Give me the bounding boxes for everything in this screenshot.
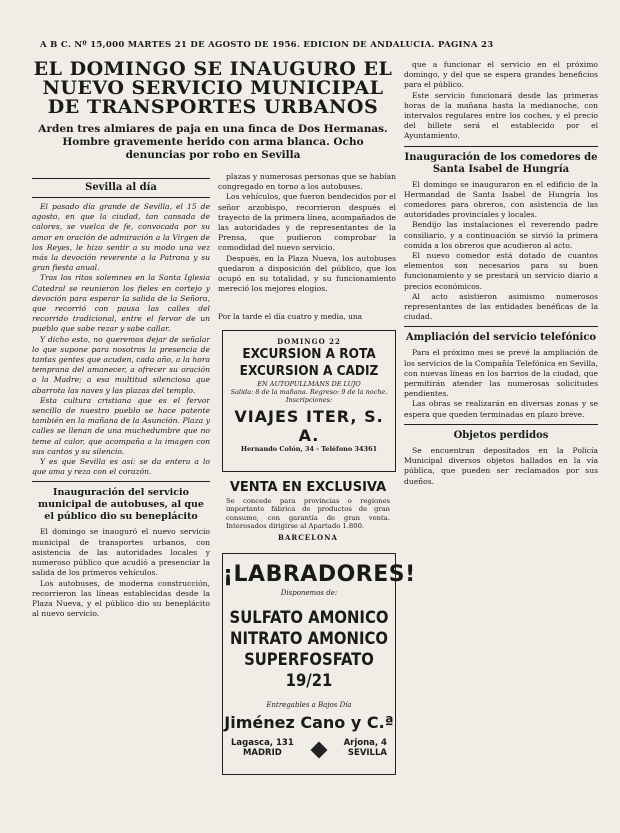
ad-detail: Salida: 8 de la mañana. Regreso: 9 de la noche. <box>230 388 388 396</box>
diamond-logo-icon <box>310 742 327 759</box>
ad-date: DOMINGO 22 <box>277 337 341 346</box>
paragraph: El domingo se inauguró el nuevo servicio municipal de transportes urbanos, con asistencia de las autoridades locales y numeroso público que acudió a presenciar la salida de los primeros vehículos. <box>32 527 210 578</box>
ad-firm: Jiménez Cano y C.ª <box>224 713 394 732</box>
ad-labradores <box>222 553 416 775</box>
ad-text: Se concede para provincias o regiones importante fábrica de productos de gran consumo, con garantía de gran venta. Interesados dirigirse al Apartado 1.800. <box>226 497 390 531</box>
address-city: SEVILLA <box>347 748 387 758</box>
address-line: Arjona, 4 <box>343 738 387 748</box>
address-city: MADRID <box>242 748 282 758</box>
paragraph: Esta cultura cristiana que es el fervor sencillo de nuestro pueblo se hace patente también en la mañana de la Asunción. Plaza y calles se llenan de una muchedumbre que no teme al calor, que acompaña a la imagen con sus cantos y su silencio. <box>32 395 210 456</box>
ad-detail: Inscripciones: <box>285 396 333 404</box>
divider <box>404 146 598 147</box>
ad-company: VIAJES ITER, S. A. <box>234 407 384 445</box>
paragraph: Los autobuses, de moderna construcción, recorrieron las líneas establecidas desde la Plaza Nueva, y el público dio su beneplácito al nuevo servicio. <box>32 578 210 619</box>
paragraph: plazas y numerosas personas que se habían congregado en torno a los autobuses. <box>218 172 396 192</box>
paragraph: Los vehículos, que fueron bendecidos por el señor arzobispo, recorrieron después el trayecto de la primera línea, acompañados de las autoridades y de representantes de la Prensa, que pudieron comprobar la comodidad del nuevo servicio. <box>218 192 396 253</box>
paragraph: Después, en la Plaza Nueva, los autobuses quedaron a disposición del público, que los ocupó en su totalidad, y su funcionamiento mereció los mejores elogios. <box>218 253 396 294</box>
ad-city: BARCELONA <box>278 532 338 542</box>
ad-delivery: Entregables a Bajos Día <box>266 701 352 709</box>
section-title-sevilla-al-dia: Sevilla al día <box>32 178 210 198</box>
ad-venta-exclusiva <box>222 480 394 546</box>
divider <box>404 424 598 425</box>
ad-detail: EN AUTOPULLMANS DE LUJO <box>257 380 361 388</box>
ad-address: Hernando Colón, 34 - Teléfono 34361 <box>240 445 378 453</box>
ad-available: Disponemos de: <box>280 589 338 597</box>
ad-address-madrid <box>231 738 294 758</box>
paragraph: El nuevo comedor está dotado de cuantos elementos son necesarios para su buen funcionamiento y se prestará un servicio diario a precios económicos. <box>404 251 598 291</box>
paragraph: Y es que Sevilla es así: se da entera a lo que ama y reza con el corazón. <box>32 457 210 477</box>
ad-title: ¡LABRADORES! <box>223 562 416 587</box>
paragraph: El domingo se inauguraron en el edificio de la Hermandad de Santa Isabel de Hungría los comedores para obreros, con asistencia de las autoridades provinciales y locales. <box>404 179 598 220</box>
paragraph: Las obras se realizarán en diversas zonas y se espera que queden terminadas en plazo breve. <box>404 399 598 419</box>
paragraph: Tras los ritos solemnes en la Santa Iglesia Catedral se reunieron los fieles en cortejo y devoción para esperar la salida de la Señora, que recorrió con pausa las calles del recorrido tradicional, entre el fervor de un pueblo que sabe rezar y sabe callar. <box>32 273 210 334</box>
ad-excursion <box>222 330 396 472</box>
section-title-objetos-perdidos: Objetos perdidos <box>453 429 549 441</box>
address-line: Lagasca, 131 <box>231 738 294 748</box>
ad-product: NITRATO AMONICO <box>230 629 388 648</box>
paragraph: El pasado día grande de Sevilla, el 15 de agosto, en que la ciudad, tan cansada de calores, se vuelca de fe, convocada por su amor en oración de admiración a la Virgen de los Reyes, le hizo sentir a su modo una vez más la devoción reverente a la Patrona y su gran fiesta anual. <box>32 202 210 273</box>
ad-title: VENTA EN EXCLUSIVA <box>229 480 387 495</box>
ad-product: SUPERFOSFATO 19/21 <box>244 650 374 690</box>
paragraph: Y dicho esto, no queremos dejar de señalar lo que supone para nosotros la presencia de tantas gentes que acuden, cada año, a la hora temprana del amanecer, a ofrecer su oración a la Madre; a esa multitud silenciosa que abarrota las naves y las plazas del templo. <box>32 334 210 395</box>
section-title-inauguracion-autobuses: Inauguración del servicio municipal de autobuses, al que el público dio su beneplácito <box>38 487 204 523</box>
column-1 <box>32 173 210 773</box>
section-title-telefonico: Ampliación del servicio telefónico <box>405 332 597 344</box>
page-header: A B C. Nº 15,000 MARTES 21 DE AGOSTO DE 1956. EDICION DE ANDALUCIA. PAGINA 23 <box>40 40 494 50</box>
paragraph: Para el próximo mes se prevé la ampliación de los servicios de la Compañía Telefónica en Sevilla, con nuevas líneas en los barrios de la ciudad, que permitirán atender las numerosas solicitudes pendientes. <box>404 348 598 399</box>
main-headline <box>32 60 394 162</box>
ad-addresses <box>223 732 395 758</box>
article-sevilla-al-dia <box>32 202 210 477</box>
paragraph: que a funcionar el servicio en el próximo domingo, y del que se espera grandes beneficios para el público. <box>404 60 598 90</box>
headline-subtitle: Arden tres almiares de paja en una finca de Dos Hermanas. Hombre gravemente herido con arma blanca. Ocho denuncias por robo en Sevilla <box>38 123 388 161</box>
ad-product: SULFATO AMONICO <box>229 608 389 627</box>
continuation-line: Por la tarde el día cuatro y media, una <box>218 312 363 321</box>
divider <box>404 326 598 327</box>
ad-headline-rota: EXCURSION A ROTA <box>242 346 376 362</box>
column-2-text <box>218 172 396 320</box>
paragraph: Bendijo las instalaciones el reverendo padre consiliario, y a continuación se sirvió la primera comida a los obreros que acudieron al acto. <box>404 220 598 250</box>
column-4 <box>404 60 598 825</box>
section-title-comedores: Inauguración de los comedores de Santa Isabel de Hungría <box>404 151 598 175</box>
paragraph: Al acto asistieron asimismo numerosos representantes de las entidades benéficas de la ciudad. <box>404 291 598 322</box>
headline-title: EL DOMINGO SE INAUGURO EL NUEVO SERVICIO MUNICIPAL DE TRANSPORTES URBANOS <box>33 58 393 118</box>
paragraph: Este servicio funcionará desde las primeras horas de la mañana hasta la medianoche, con intervalos regulares entre los coches, y el precio del billete será el establecido por el Ayuntamiento. <box>404 90 598 141</box>
paragraph: Se encuentran depositados en la Policía Municipal diversos objetos hallados en la vía pública, que pueden ser reclamados por sus dueños. <box>404 445 598 486</box>
ad-address-sevilla <box>344 738 387 758</box>
divider <box>32 481 210 482</box>
ad-headline-cadiz: EXCURSION A CADIZ <box>239 363 379 379</box>
article-autobuses <box>32 527 210 619</box>
